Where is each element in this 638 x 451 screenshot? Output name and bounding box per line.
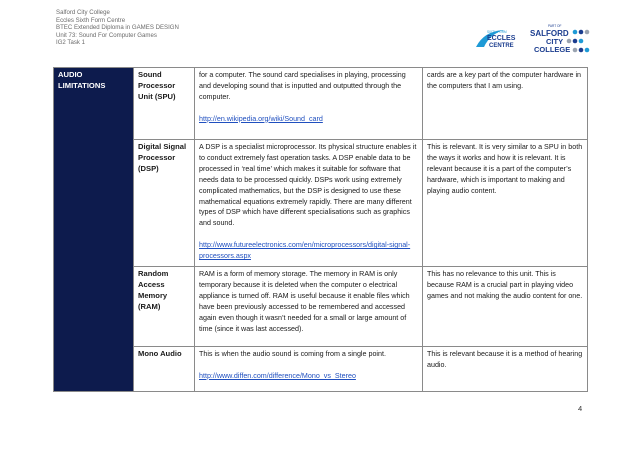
row-description (195, 68, 423, 140)
row-label-text: Mono Audio (138, 349, 182, 358)
row-relevance (423, 347, 588, 392)
row-label (134, 267, 195, 347)
row-description-text: A DSP is a specialist microprocessor. Its physical structure enables it to conduct extremely fast operation tasks. A DSP enable data to be processed in ‘real time’ which makes it suitable for software that needs data to be processed quickly. DSPs work using extremely complicated mathematics, but the DSP is designed to use these mathematical equations extremely rapidly. There are many different types of DSP which have different specialisations such as graphics and sound. (199, 143, 417, 228)
salford-logo-line3: COLLEGE (534, 45, 571, 54)
header-college: Salford City College (56, 9, 110, 16)
eccles-logo-line2: CENTRE (489, 43, 514, 49)
section-heading-text: AUDIO LIMITATIONS (58, 70, 106, 90)
eccles-logo-small: SIXTH FORM (487, 30, 507, 34)
row-description (195, 347, 423, 392)
table-row (54, 68, 588, 140)
salford-logo-small: PART OF (548, 24, 562, 28)
row-label-text: Digital Signal Processor (DSP) (138, 142, 187, 173)
row-relevance (423, 267, 588, 347)
salford-city-college-logo (528, 22, 592, 56)
table-row (54, 347, 588, 392)
row-relevance (423, 68, 588, 140)
table-row (54, 140, 588, 267)
header-task: IG2 Task 1 (56, 39, 86, 47)
row-description-text: RAM is a form of memory storage. The memory in RAM is only temporary because it is deleted when the computer o electrical appliance is turned off. RAM is useful because it enable files which have been previously accessed to be remembered and accessed again even though it wasn’t needed for a small or large amount of time (since it was last accessed). (199, 270, 410, 333)
row-relevance-text: This has no relevance to this unit. This is because RAM is a crucial part in playing video games and not making the audio content for one. (427, 270, 583, 300)
salford-logo-line2: CITY (546, 37, 564, 46)
audio-limitations-table (53, 67, 588, 392)
eccles-logo-line1: ECCLES (487, 35, 516, 42)
row-description-text: for a computer. The sound card specialises in playing, processing and developing sound that is inputted and outputted through the computer. (199, 71, 406, 101)
row-relevance-text: This is relevant. It is very similar to a SPU in both the ways it works and how it is relevant. It is relevant because it is a part of the computer’s hardware, which is important to making and playing audio content. (427, 143, 583, 195)
table-row (54, 267, 588, 347)
reference-link[interactable]: http://en.wikipedia.org/wiki/Sound_card (199, 114, 323, 123)
row-label (134, 68, 195, 140)
section-heading (54, 68, 134, 392)
row-relevance-text: cards are a key part of the computer hardware in the computers that I am using. (427, 71, 581, 90)
row-relevance-text: This is relevant because it is a method of hearing audio. (427, 350, 583, 369)
reference-link[interactable]: http://www.diffen.com/difference/Mono_vs_Stereo (199, 371, 356, 380)
row-label (134, 347, 195, 392)
row-label (134, 140, 195, 267)
salford-logo-line1: SALFORD (530, 29, 569, 38)
row-description-text: This is when the audio sound is coming from a single point. (199, 350, 386, 358)
row-label-text: Sound Processor Unit (SPU) (138, 70, 176, 101)
row-description (195, 140, 423, 267)
row-relevance (423, 140, 588, 267)
eccles-sixth-form-logo (474, 27, 520, 51)
row-label-text: Random Access Memory (RAM) (138, 269, 169, 311)
header-course: BTEC Extended Diploma in GAMES DESIGN (56, 24, 179, 32)
page-number: 4 (578, 404, 583, 413)
header-centre: Eccles Sixth Form Centre (56, 16, 126, 24)
document-header (56, 9, 276, 47)
header-unit: Unit 73: Sound For Computer Games (56, 31, 157, 39)
reference-link[interactable]: http://www.futureelectronics.com/en/microprocessors/digital-signal-processors.aspx (199, 241, 411, 261)
row-description (195, 267, 423, 347)
